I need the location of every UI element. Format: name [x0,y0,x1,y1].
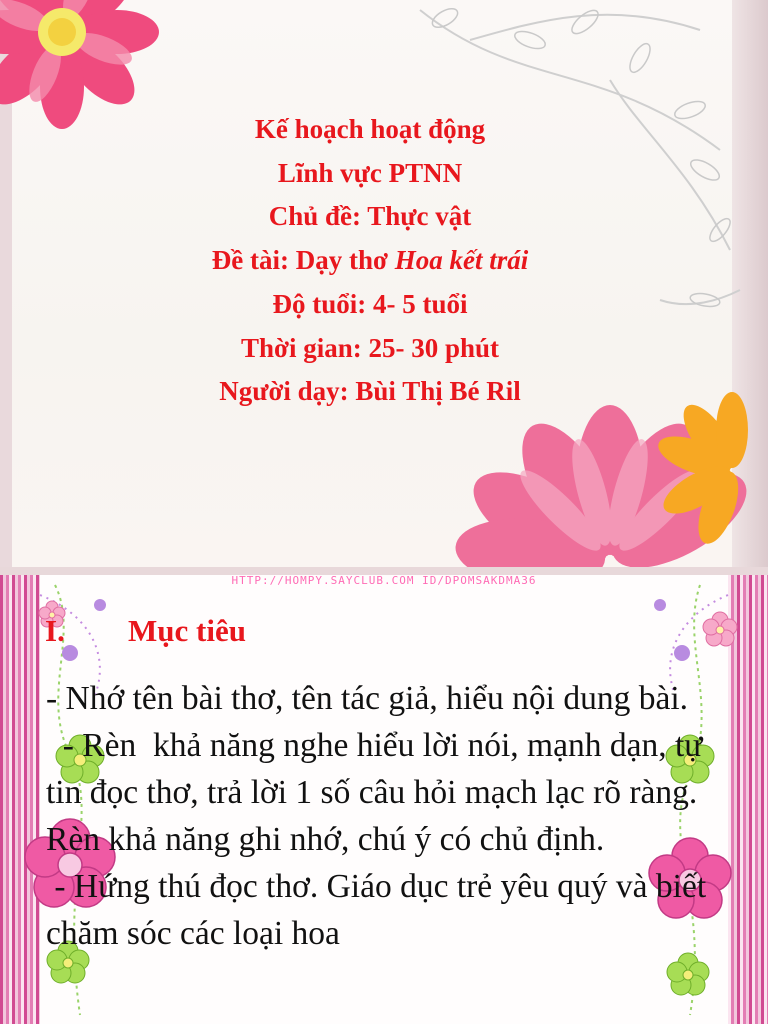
lesson-topic [150,239,590,283]
poem-title: Hoa kết trái [394,245,529,276]
section-title: Mục tiêu [128,613,246,648]
teacher-name: Người dạy: Bùi Thị Bé Ril [219,376,521,407]
duration: Thời gian: 25- 30 phút [240,332,500,363]
slide-bottom-band [0,567,768,575]
age-range: Độ tuổi: 4- 5 tuổi [272,288,468,319]
lesson-topic-prefix: Đề tài: Dạy thơ [211,245,395,276]
section-heading [45,613,246,649]
objective-paragraph: - Rèn khả năng nghe hiểu lời nói, mạnh dạn, tự tin đọc thơ, trả lời 1 số câu hỏi mạch lạc rõ ràng. Rèn khả năng ghi nhớ, chú ý có chủ định. [46,727,711,858]
objectives-slide [0,575,768,1024]
watermark-url: HTTP://HOMPY.SAYCLUB.COM ID/DPOMSAKDMA36 [231,575,537,587]
plan-title: Kế hoạch hoạt động [254,114,486,144]
objective-paragraph: - Nhớ tên bài thơ, tên tác giả, hiểu nội dung bài. [46,680,688,717]
theme: Chủ đề: Thực vật [268,201,472,232]
section-number: I. [45,613,65,648]
subject-area: Lĩnh vực PTNN [277,157,463,188]
objective-paragraph: - Hứng thú đọc thơ. Giáo dục trẻ yêu quý và biết chăm sóc các loại hoa [46,868,715,952]
objectives-text [46,675,736,957]
lesson-plan-title-block [150,108,590,414]
